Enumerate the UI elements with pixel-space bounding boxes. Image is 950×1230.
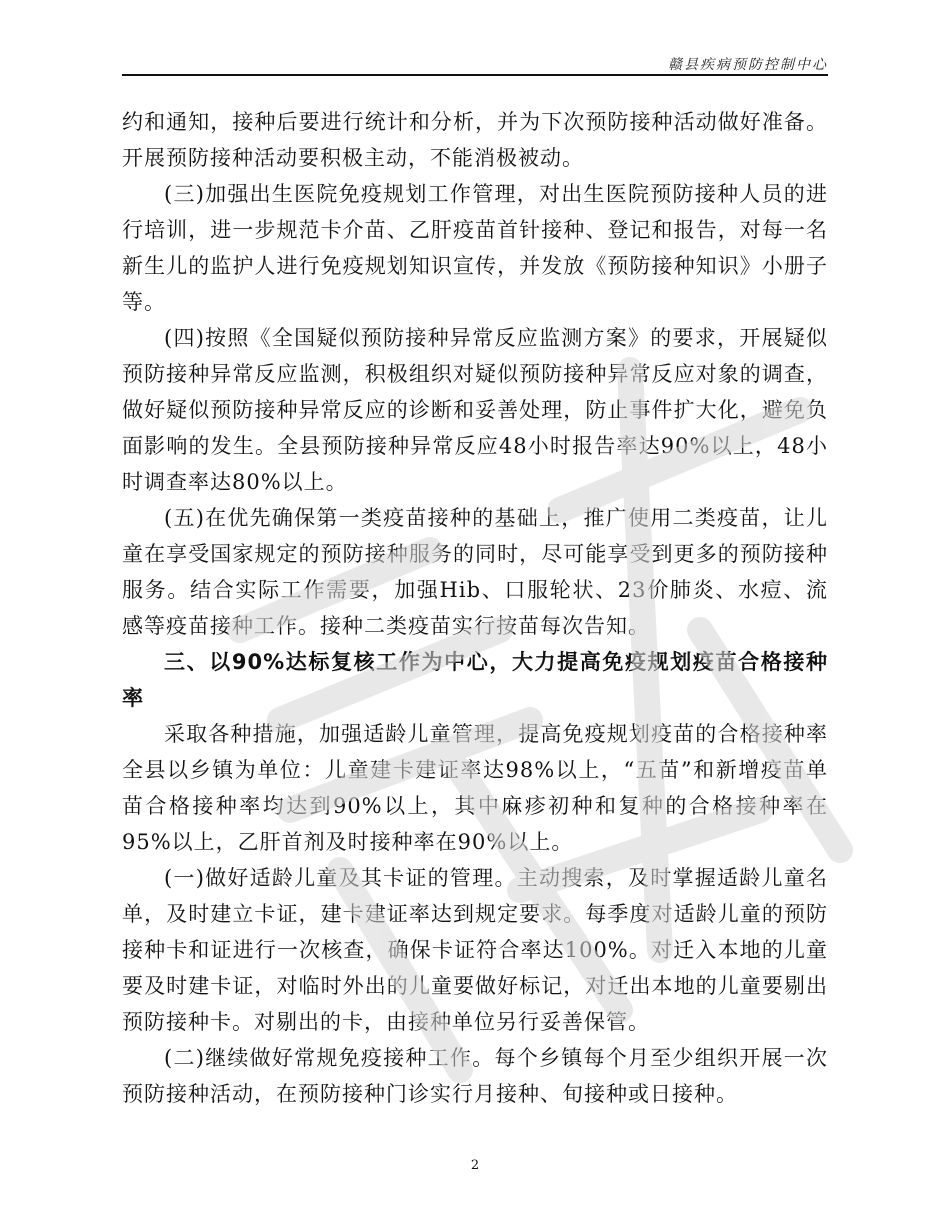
page-header: 赣县疾病预防控制中心 bbox=[668, 57, 828, 73]
document-body bbox=[122, 104, 828, 1112]
page-number: 2 bbox=[470, 1158, 480, 1173]
paragraph-item-4: (四)按照《全国疑似预防接种异常反应监测方案》的要求，开展疑似预防接种异常反应监测，积极组织对疑似预防接种异常反应对象的调查，做好疑似预防接种异常反应的诊断和妥善处理，防止事件扩大化，避免负面影响的发生。全县预防接种异常反应48小时报告率达90%以上，48小时调查率达80%以上。 bbox=[122, 326, 828, 494]
section-heading: 三、以90%达标复核工作为中心，大力提高免疫规划疫苗合格接种率 bbox=[122, 650, 828, 710]
paragraph-item-2: (二)继续做好常规免疫接种工作。每个乡镇每个月至少组织开展一次预防接种活动，在预防接种门诊实行月接种、旬接种或日接种。 bbox=[122, 1046, 828, 1106]
paragraph-item-5: (五)在优先确保第一类疫苗接种的基础上，推广使用二类疫苗，让儿童在享受国家规定的预防接种服务的同时，尽可能享受到更多的预防接种服务。结合实际工作需要，加强Hib、口服轮状、23价肺炎、水痘、流感等疫苗接种工作。接种二类疫苗实行按苗每次告知。 bbox=[122, 506, 828, 638]
paragraph-item-3: (三)加强出生医院免疫规划工作管理，对出生医院预防接种人员的进行培训，进一步规范卡介苗、乙肝疫苗首针接种、登记和报告，对每一名新生儿的监护人进行免疫规划知识宣传，并发放《预防接种知识》小册子等。 bbox=[122, 182, 828, 314]
paragraph-item-1: (一)做好适龄儿童及其卡证的管理。主动搜索，及时掌握适龄儿童名单，及时建立卡证，建卡建证率达到规定要求。每季度对适龄儿童的预防接种卡和证进行一次核查，确保卡证符合率达100%。对迁入本地的儿童要及时建卡证，对临时外出的儿童要做好标记，对迁出本地的儿童要剔出预防接种卡。对剔出的卡，由接种单位另行妥善保管。 bbox=[122, 866, 828, 1034]
paragraph-continued: 约和通知，接种后要进行统计和分析，并为下次预防接种活动做好准备。开展预防接种活动要积极主动，不能消极被动。 bbox=[122, 110, 828, 170]
paragraph-intro: 采取各种措施，加强适龄儿童管理，提高免疫规划疫苗的合格接种率全县以乡镇为单位：儿童建卡建证率达98%以上，“五苗”和新增疫苗单苗合格接种率均达到90%以上，其中麻疹初种和复种的合格接种率在95%以上，乙肝首剂及时接种率在90%以上。 bbox=[122, 722, 828, 854]
header-rule bbox=[122, 74, 828, 76]
